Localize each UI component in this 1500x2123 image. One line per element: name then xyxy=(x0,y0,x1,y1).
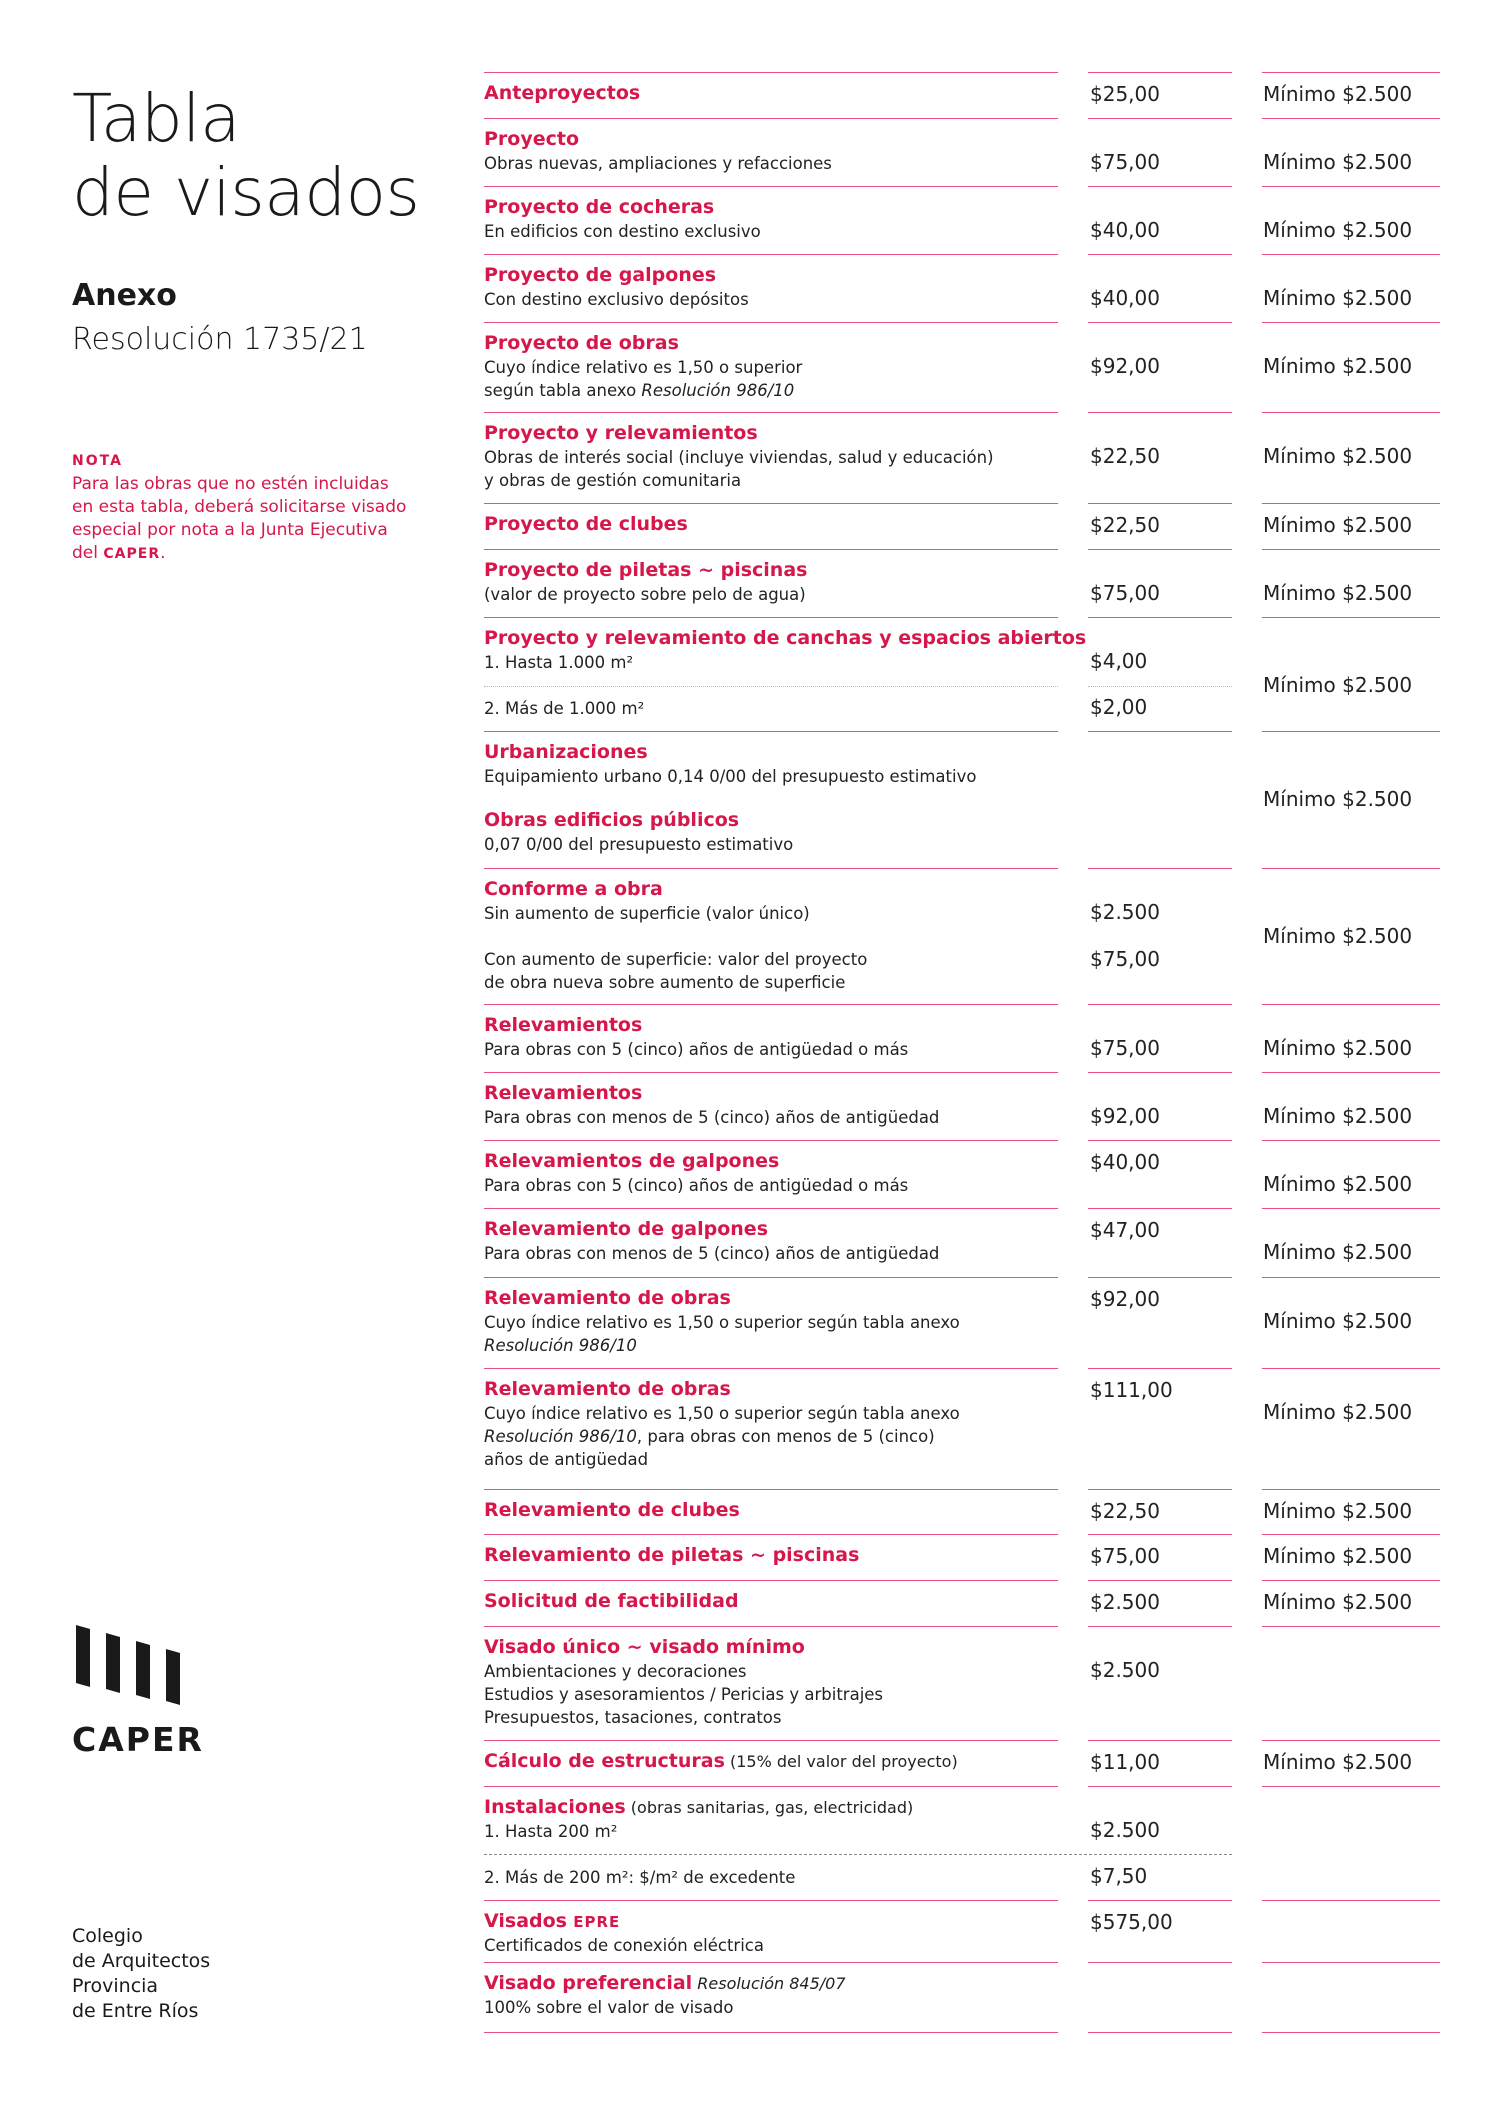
row-title xyxy=(484,627,1086,650)
row-rule xyxy=(1088,2032,1232,2033)
row-rule xyxy=(484,322,1058,323)
row-title-text: Relevamientos xyxy=(484,1014,643,1036)
row-rule xyxy=(1262,2032,1440,2033)
row-title xyxy=(484,196,714,219)
row-title xyxy=(484,1014,642,1037)
row-title-text: Relevamiento de clubes xyxy=(484,1499,740,1521)
row-description: 2. Más de 1.000 m² xyxy=(484,699,645,718)
row-title xyxy=(484,1499,740,1522)
row-rule xyxy=(484,2032,1058,2033)
row-description: 1. Hasta 200 m² xyxy=(484,1822,618,1841)
row-description: Ambientaciones y decoraciones xyxy=(484,1662,747,1681)
row-title-note: (15% del valor del proyecto) xyxy=(724,1752,958,1771)
row-title-org: EPRE xyxy=(566,1913,621,1931)
row-description: Resolución 986/10 xyxy=(484,1336,637,1355)
note-org: CAPER xyxy=(103,546,161,562)
row-rule xyxy=(484,549,1058,550)
row-title xyxy=(484,1287,731,1310)
row-rule xyxy=(484,503,1058,504)
row-rule xyxy=(484,1208,1058,1209)
row-rule xyxy=(1262,1004,1440,1005)
row-title-text: Visado preferencial xyxy=(484,1972,693,1994)
row-description: y obras de gestión comunitaria xyxy=(484,471,742,490)
row-description: 2. Más de 200 m²: $/m² de excedente xyxy=(484,1868,796,1887)
institution-line-1: Colegio xyxy=(72,1925,143,1947)
row-value: $2.500 xyxy=(1090,1590,1160,1614)
row-value: $4,00 xyxy=(1090,649,1148,673)
row-rule xyxy=(1088,1626,1232,1627)
row-title xyxy=(484,1590,739,1613)
row-rule xyxy=(1262,1140,1440,1141)
row-value: $92,00 xyxy=(1090,354,1160,378)
row-description: Equipamiento urbano 0,14 0/00 del presupuesto estimativo xyxy=(484,767,977,786)
anexo-heading: Anexo xyxy=(72,278,177,313)
row-rule xyxy=(1088,412,1232,413)
row-rule xyxy=(484,72,1058,73)
row-rule xyxy=(1262,617,1440,618)
row-rule xyxy=(1088,186,1232,187)
row-rule xyxy=(1262,1962,1440,1963)
row-title-text: Visado único ~ visado mínimo xyxy=(484,1636,805,1658)
row-minimum: Mínimo $2.500 xyxy=(1263,1590,1413,1614)
row-description: de obra nueva sobre aumento de superficie xyxy=(484,973,846,992)
row-description: Presupuestos, tasaciones, contratos xyxy=(484,1708,782,1727)
row-description: años de antigüedad xyxy=(484,1450,649,1469)
row-title-text: Instalaciones xyxy=(484,1796,626,1818)
note-body: Para las obras que no estén incluidas en esta tabla, deberá solicitarse visado especial por nota a la Junta Ejecutiva del xyxy=(72,474,407,563)
row-title xyxy=(484,513,688,536)
institution-line-4: de Entre Ríos xyxy=(72,2000,199,2022)
row-rule xyxy=(1262,72,1440,73)
row-title xyxy=(484,1972,846,1995)
row-title-text: Anteproyectos xyxy=(484,82,641,104)
row-rule xyxy=(1088,1534,1232,1535)
row-value: $75,00 xyxy=(1090,1036,1160,1060)
row-value: $22,50 xyxy=(1090,444,1160,468)
row-rule xyxy=(484,731,1058,732)
row-rule xyxy=(1262,1534,1440,1535)
row-minimum: Mínimo $2.500 xyxy=(1263,354,1413,378)
row-rule xyxy=(1088,617,1232,618)
row-title-text: Relevamientos de galpones xyxy=(484,1150,780,1172)
row-rule xyxy=(484,118,1058,119)
row-title xyxy=(484,128,579,151)
row-split-rule xyxy=(484,686,1058,687)
row-rule xyxy=(484,1277,1058,1278)
row-rule xyxy=(1088,72,1232,73)
row-rule xyxy=(484,1580,1058,1581)
row-title-text: Proyecto de clubes xyxy=(484,513,688,535)
row-rule xyxy=(1088,1489,1232,1490)
row-description: Para obras con menos de 5 (cinco) años de antigüedad xyxy=(484,1108,940,1127)
row-title-text: Proyecto y relevamientos xyxy=(484,422,758,444)
row-rule xyxy=(1088,503,1232,504)
row-description: 100% sobre el valor de visado xyxy=(484,1998,734,2017)
row-minimum: Mínimo $2.500 xyxy=(1263,150,1413,174)
row-rule xyxy=(1262,1489,1440,1490)
row-value: $22,50 xyxy=(1090,1499,1160,1523)
row-rule xyxy=(1262,1786,1440,1787)
row-minimum: Mínimo $2.500 xyxy=(1263,1544,1413,1568)
row-value: $22,50 xyxy=(1090,513,1160,537)
row-rule xyxy=(1262,1900,1440,1901)
row-rule xyxy=(1088,1900,1232,1901)
resolution-subtitle: Resolución 1735/21 xyxy=(72,322,368,357)
row-value: $75,00 xyxy=(1090,150,1160,174)
row-title-text: Conforme a obra xyxy=(484,878,663,900)
row-title xyxy=(484,1218,768,1241)
row-minimum: Mínimo $2.500 xyxy=(1263,673,1413,697)
row-description: En edificios con destino exclusivo xyxy=(484,222,761,241)
left-panel xyxy=(72,0,432,2123)
row-value: $25,00 xyxy=(1090,82,1160,106)
row-rule xyxy=(484,868,1058,869)
row-description: Cuyo índice relativo es 1,50 o superior según tabla anexo xyxy=(484,1404,960,1423)
row-title-text: Proyecto y relevamiento de canchas y espacios abiertos xyxy=(484,627,1087,649)
note-end: . xyxy=(160,543,166,563)
row-title-text: Cálculo de estructuras xyxy=(484,1750,725,1772)
row-minimum: Mínimo $2.500 xyxy=(1263,787,1413,811)
row-description: Cuyo índice relativo es 1,50 o superior xyxy=(484,358,803,377)
row-value: $92,00 xyxy=(1090,1287,1160,1311)
row-title-note: Resolución 845/07 xyxy=(692,1974,846,1993)
row-rule xyxy=(484,1368,1058,1369)
row-rule xyxy=(484,1740,1058,1741)
row-value: $40,00 xyxy=(1090,218,1160,242)
row-value: $40,00 xyxy=(1090,1150,1160,1174)
note-label: NOTA xyxy=(72,453,123,469)
row-minimum: Mínimo $2.500 xyxy=(1263,1499,1413,1523)
row-rule xyxy=(1262,1740,1440,1741)
row-rule xyxy=(1088,1740,1232,1741)
logo-wordmark: CAPER xyxy=(72,1720,204,1759)
row-title xyxy=(484,1796,913,1819)
row-rule xyxy=(1262,1368,1440,1369)
row-rule xyxy=(1262,186,1440,187)
row-title xyxy=(484,1544,859,1567)
row-title xyxy=(484,559,807,582)
row-value: $2.500 xyxy=(1090,1818,1160,1842)
row-title xyxy=(484,264,716,287)
row-value: $11,00 xyxy=(1090,1750,1160,1774)
row-title-text: Proyecto de galpones xyxy=(484,264,717,286)
row-rule xyxy=(1262,868,1440,869)
row-rule xyxy=(1262,731,1440,732)
row-title xyxy=(484,332,679,355)
row-description: Obras de interés social (incluye viviendas, salud y educación) xyxy=(484,448,994,467)
row-rule xyxy=(484,186,1058,187)
row-minimum: Mínimo $2.500 xyxy=(1263,924,1413,948)
row-title-text: Relevamiento de piletas ~ piscinas xyxy=(484,1544,860,1566)
row-rule xyxy=(1088,1277,1232,1278)
title-line-1: Tabla xyxy=(72,80,241,157)
row-title-note: (obras sanitarias, gas, electricidad) xyxy=(625,1798,914,1817)
row-rule xyxy=(1088,1786,1232,1787)
row-title xyxy=(484,1910,620,1934)
row-description: Obras nuevas, ampliaciones y refacciones xyxy=(484,154,832,173)
row-title-text: Relevamiento de galpones xyxy=(484,1218,769,1240)
row-description: Certificados de conexión eléctrica xyxy=(484,1936,764,1955)
row-rule xyxy=(1088,1004,1232,1005)
row-title xyxy=(484,1378,731,1401)
row-value: $575,00 xyxy=(1090,1910,1173,1934)
row-title xyxy=(484,1150,779,1173)
row-split-dashed xyxy=(484,1854,1232,1855)
row-title xyxy=(484,422,758,445)
row-title xyxy=(484,82,640,105)
row-rule xyxy=(484,1534,1058,1535)
row-description: Estudios y asesoramientos / Pericias y arbitrajes xyxy=(484,1685,884,1704)
row-rule xyxy=(1088,1580,1232,1581)
caper-logo-icon xyxy=(72,1625,202,1715)
row-minimum: Mínimo $2.500 xyxy=(1263,218,1413,242)
row-rule xyxy=(484,1962,1058,1963)
row-description: 1. Hasta 1.000 m² xyxy=(484,653,634,672)
row-title xyxy=(484,1082,642,1105)
row-rule xyxy=(1262,1277,1440,1278)
row-minimum: Mínimo $2.500 xyxy=(1263,1104,1413,1128)
row-description: Sin aumento de superficie (valor único) xyxy=(484,904,810,923)
row-rule xyxy=(484,1489,1058,1490)
row-minimum: Mínimo $2.500 xyxy=(1263,1750,1413,1774)
row-description: según tabla anexo Resolución 986/10 xyxy=(484,381,795,400)
row-title-text: Urbanizaciones xyxy=(484,741,648,763)
row-value: $75,00 xyxy=(1090,947,1160,971)
row-minimum: Mínimo $2.500 xyxy=(1263,286,1413,310)
row-rule xyxy=(1262,503,1440,504)
row-rule xyxy=(1262,254,1440,255)
row-rule xyxy=(484,1140,1058,1141)
row-description: Para obras con 5 (cinco) años de antigüedad o más xyxy=(484,1176,909,1195)
row-description: (valor de proyecto sobre pelo de agua) xyxy=(484,585,806,604)
row-value: $75,00 xyxy=(1090,1544,1160,1568)
row-rule xyxy=(1262,1626,1440,1627)
row-description: 0,07 0/00 del presupuesto estimativo xyxy=(484,835,794,854)
row-value: $2,00 xyxy=(1090,695,1148,719)
row-minimum: Mínimo $2.500 xyxy=(1263,581,1413,605)
row-title-text: Proyecto xyxy=(484,128,580,150)
row-rule xyxy=(1088,1140,1232,1141)
row-description: Con destino exclusivo depósitos xyxy=(484,290,749,309)
row-rule xyxy=(1262,1580,1440,1581)
page-title xyxy=(72,82,419,230)
row-title-text: Relevamientos xyxy=(484,1082,643,1104)
row-value: $111,00 xyxy=(1090,1378,1173,1402)
row-minimum: Mínimo $2.500 xyxy=(1263,1172,1413,1196)
row-minimum: Mínimo $2.500 xyxy=(1263,1400,1413,1424)
row-rule xyxy=(484,1900,1058,1901)
note-text xyxy=(72,473,412,566)
row-minimum: Mínimo $2.500 xyxy=(1263,513,1413,537)
row-rule xyxy=(1088,1208,1232,1209)
row-description: Cuyo índice relativo es 1,50 o superior según tabla anexo xyxy=(484,1313,960,1332)
row-rule xyxy=(1262,412,1440,413)
row-rule xyxy=(1088,1072,1232,1073)
row-rule xyxy=(484,617,1058,618)
row-title-text: Proyecto de piletas ~ piscinas xyxy=(484,559,808,581)
row-minimum: Mínimo $2.500 xyxy=(1263,82,1413,106)
row-title xyxy=(484,1636,805,1659)
row-rule xyxy=(484,254,1058,255)
row-value: $75,00 xyxy=(1090,581,1160,605)
row-rule xyxy=(484,1626,1058,1627)
row-minimum: Mínimo $2.500 xyxy=(1263,1240,1413,1264)
row-minimum: Mínimo $2.500 xyxy=(1263,1036,1413,1060)
row-description: Para obras con 5 (cinco) años de antigüedad o más xyxy=(484,1040,909,1059)
row-value: $2.500 xyxy=(1090,1658,1160,1682)
row-title-text: Relevamiento de obras xyxy=(484,1287,731,1309)
row-rule xyxy=(484,1786,1058,1787)
row-rule xyxy=(1088,731,1232,732)
row-value: $40,00 xyxy=(1090,286,1160,310)
row-minimum: Mínimo $2.500 xyxy=(1263,1309,1413,1333)
institution-line-2: de Arquitectos xyxy=(72,1950,211,1972)
row-split-rule xyxy=(1088,686,1232,687)
row-rule xyxy=(1088,322,1232,323)
row-title-text: Solicitud de factibilidad xyxy=(484,1590,739,1612)
row-rule xyxy=(1088,1962,1232,1963)
institution-name xyxy=(72,1924,210,2024)
row-value: $47,00 xyxy=(1090,1218,1160,1242)
row-title-text: Proyecto de cocheras xyxy=(484,196,715,218)
row-rule xyxy=(1088,118,1232,119)
row-rule xyxy=(1262,322,1440,323)
row-rule xyxy=(1262,118,1440,119)
row-title-text: Visados xyxy=(484,1910,567,1932)
row-title xyxy=(484,741,648,764)
row-rule xyxy=(484,412,1058,413)
row-value: $92,00 xyxy=(1090,1104,1160,1128)
row-rule xyxy=(1088,549,1232,550)
row-title: Obras edificios públicos xyxy=(484,809,740,831)
row-rule xyxy=(484,1072,1058,1073)
row-rule xyxy=(1088,868,1232,869)
row-title xyxy=(484,1750,958,1773)
row-value: $2.500 xyxy=(1090,900,1160,924)
row-rule xyxy=(1262,549,1440,550)
row-description: Resolución 986/10, para obras con menos de 5 (cinco) xyxy=(484,1427,935,1446)
row-title-text: Relevamiento de obras xyxy=(484,1378,731,1400)
row-value: $7,50 xyxy=(1090,1864,1148,1888)
row-rule xyxy=(1262,1072,1440,1073)
row-description: Para obras con menos de 5 (cinco) años de antigüedad xyxy=(484,1244,940,1263)
row-rule xyxy=(484,1004,1058,1005)
row-rule xyxy=(1262,1208,1440,1209)
row-minimum: Mínimo $2.500 xyxy=(1263,444,1413,468)
row-title-text: Proyecto de obras xyxy=(484,332,679,354)
title-line-2: de visados xyxy=(72,154,420,231)
row-rule xyxy=(1088,254,1232,255)
row-rule xyxy=(1088,1368,1232,1369)
institution-line-3: Provincia xyxy=(72,1975,159,1997)
row-title xyxy=(484,878,663,901)
row-description: Con aumento de superficie: valor del proyecto xyxy=(484,950,868,969)
